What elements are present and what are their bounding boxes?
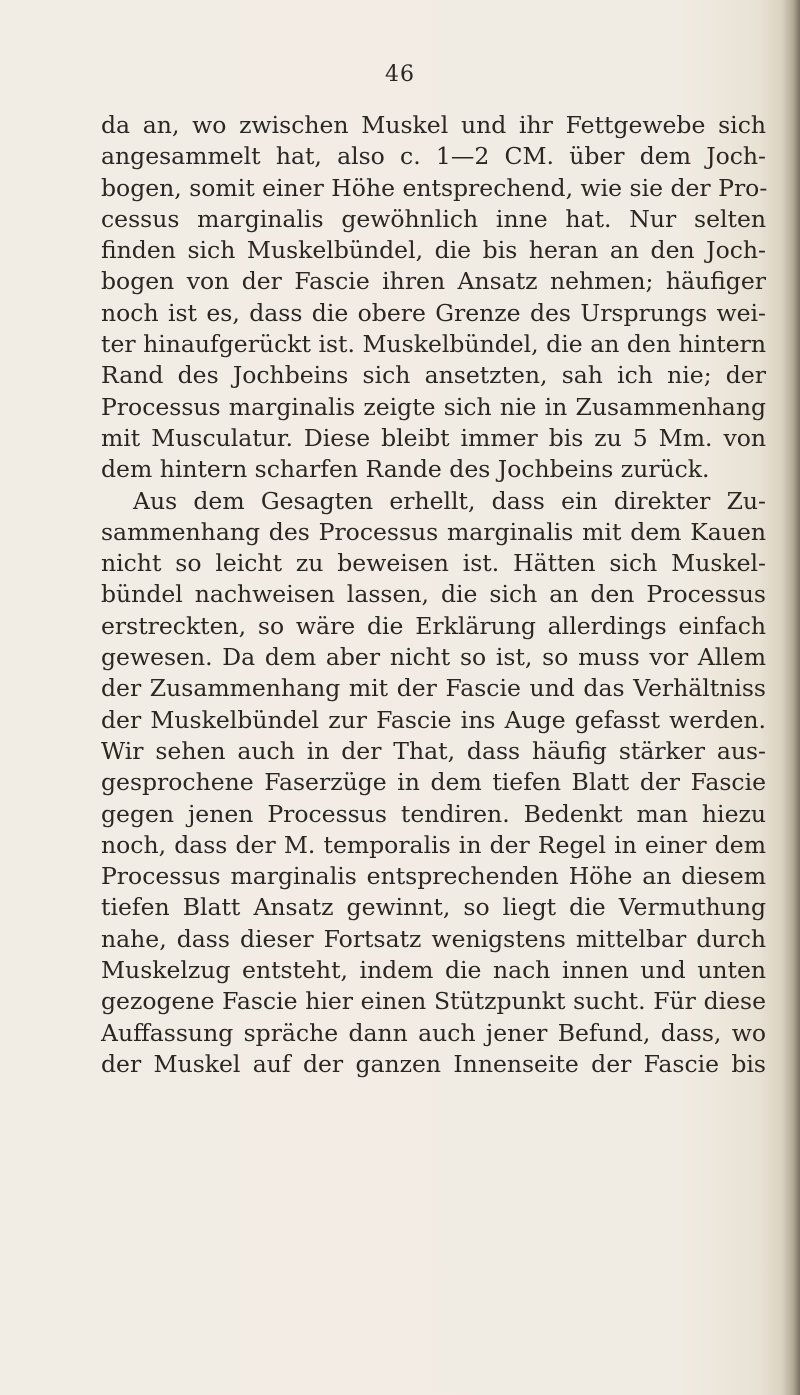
text-line: gegen jenen Processus tendiren. Bedenkt man hiezu — [101, 799, 766, 828]
text-line: Processus marginalis zeigte sich nie in Zusammenhang — [101, 392, 766, 421]
text-line: ter hinaufgerückt ist. Muskelbündel, die an den hintern — [101, 330, 766, 359]
text-line: cessus marginalis gewöhnlich inne hat. Nur selten — [101, 204, 766, 233]
body-text — [101, 110, 766, 1080]
text-line: Muskelzug entsteht, indem die nach innen und unten — [101, 956, 766, 985]
text-line: gesprochene Faserzüge in dem tiefen Blatt der Fascie — [101, 768, 766, 797]
text-line: mit Musculatur. Diese bleibt immer bis zu 5 Mm. von — [101, 423, 766, 452]
text-line: der Muskel auf der ganzen Innenseite der Fascie bis — [101, 1049, 766, 1078]
text-line: angesammelt hat, also c. 1—2 CM. über dem Joch- — [101, 142, 766, 171]
text-line: bogen von der Fascie ihren Ansatz nehmen; häufiger — [101, 267, 766, 296]
text-line: Processus marginalis entsprechenden Höhe an diesem — [101, 862, 766, 891]
text-line: nicht so leicht zu beweisen ist. Hätten sich Muskel- — [101, 549, 766, 578]
text-line: Wir sehen auch in der That, dass häufig stärker aus- — [101, 736, 766, 765]
text-line: gewesen. Da dem aber nicht so ist, so muss vor Allem — [101, 643, 766, 672]
text-line: der Zusammenhang mit der Fascie und das Verhältniss — [101, 674, 766, 703]
text-line: da an, wo zwischen Muskel und ihr Fettgewebe sich — [101, 111, 766, 139]
page-number: 46 — [385, 62, 415, 87]
text-line: noch ist es, dass die obere Grenze des Ursprungs wei- — [101, 298, 766, 327]
text-line: dem hintern scharfen Rande des Jochbeins zurück. — [101, 455, 710, 484]
page-edge-shadow — [782, 0, 800, 1395]
text-line: tiefen Blatt Ansatz gewinnt, so liegt die Vermuthung — [101, 893, 766, 922]
text-line: erstreckten, so wäre die Erklärung allerdings einfach — [101, 611, 766, 640]
text-line: finden sich Muskelbündel, die bis heran an den Joch- — [101, 236, 766, 265]
text-line: bogen, somit einer Höhe entsprechend, wie sie der Pro- — [101, 173, 768, 202]
text-line: sammenhang des Processus marginalis mit dem Kauen — [101, 517, 766, 546]
text-line: Aus dem Gesagten erhellt, dass ein direkter Zu- — [133, 486, 766, 515]
text-line: Rand des Jochbeins sich ansetzten, sah ich nie; der — [101, 361, 766, 390]
text-line: bündel nachweisen lassen, die sich an den Processus — [101, 580, 766, 609]
text-line: noch, dass der M. temporalis in der Regel in einer dem — [101, 830, 766, 859]
text-line: nahe, dass dieser Fortsatz wenigstens mittelbar durch — [101, 924, 766, 953]
text-line: Auffassung spräche dann auch jener Befund, dass, wo — [101, 1018, 766, 1047]
text-line: gezogene Fascie hier einen Stützpunkt sucht. Für diese — [101, 987, 766, 1016]
text-line: der Muskelbündel zur Fascie ins Auge gefasst werden. — [101, 705, 766, 734]
